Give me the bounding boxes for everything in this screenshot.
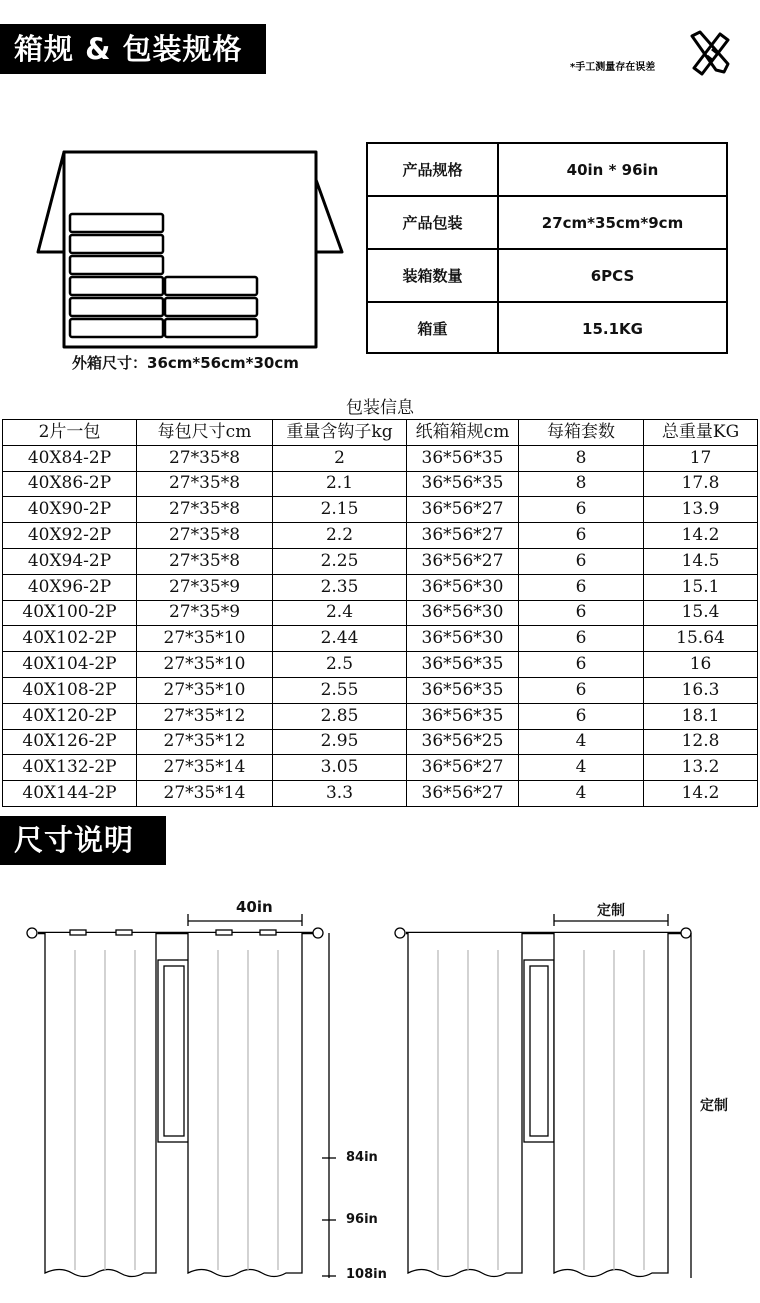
table-cell: 36*56*27 bbox=[407, 755, 519, 781]
table-cell: 40X108-2P bbox=[3, 677, 137, 703]
custom-height-label: 定制 bbox=[700, 1098, 728, 1114]
table-cell: 27*35*12 bbox=[137, 703, 273, 729]
table-cell: 2.2 bbox=[273, 523, 407, 549]
table-cell: 36*56*35 bbox=[407, 677, 519, 703]
table-cell: 40X84-2P bbox=[3, 445, 137, 471]
table-cell: 40X92-2P bbox=[3, 523, 137, 549]
spec-value: 27cm*35cm*9cm bbox=[541, 213, 684, 232]
table-title-row bbox=[3, 397, 758, 420]
table-cell: 27*35*9 bbox=[137, 600, 273, 626]
table-row bbox=[3, 523, 758, 549]
table-cell: 27*35*8 bbox=[137, 445, 273, 471]
table-row bbox=[3, 781, 758, 807]
table-row bbox=[3, 626, 758, 652]
table-cell: 40X86-2P bbox=[3, 471, 137, 497]
custom-width-label: 定制 bbox=[597, 903, 625, 919]
column-header: 重量含钩子kg bbox=[273, 420, 407, 446]
packing-info-table bbox=[2, 397, 758, 807]
spec-label: 箱重 bbox=[368, 303, 499, 354]
table-header-row bbox=[3, 420, 758, 446]
spec-table bbox=[366, 142, 728, 354]
table-cell: 6 bbox=[519, 548, 644, 574]
table-cell: 2.1 bbox=[273, 471, 407, 497]
spec-row bbox=[368, 144, 726, 197]
curtain-diagram-custom bbox=[388, 890, 718, 1290]
table-cell: 15.1 bbox=[644, 574, 758, 600]
table-cell: 16.3 bbox=[644, 677, 758, 703]
height-label-108: 108in bbox=[346, 1267, 387, 1282]
table-cell: 3.3 bbox=[273, 781, 407, 807]
table-title: 包装信息 bbox=[3, 397, 758, 420]
table-cell: 16 bbox=[644, 652, 758, 678]
table-cell: 36*56*30 bbox=[407, 574, 519, 600]
table-cell: 2.35 bbox=[273, 574, 407, 600]
table-cell: 36*56*27 bbox=[407, 497, 519, 523]
table-cell: 36*56*25 bbox=[407, 729, 519, 755]
spec-row bbox=[368, 303, 726, 354]
curtain-diagram-standard bbox=[20, 890, 350, 1290]
table-cell: 6 bbox=[519, 677, 644, 703]
column-header: 每箱套数 bbox=[519, 420, 644, 446]
table-cell: 2.5 bbox=[273, 652, 407, 678]
table-cell: 27*35*10 bbox=[137, 626, 273, 652]
table-cell: 40X100-2P bbox=[3, 600, 137, 626]
table-row bbox=[3, 677, 758, 703]
table-cell: 2.55 bbox=[273, 677, 407, 703]
table-cell: 36*56*30 bbox=[407, 600, 519, 626]
table-cell: 2 bbox=[273, 445, 407, 471]
table-cell: 27*35*14 bbox=[137, 755, 273, 781]
height-label-84: 84in bbox=[346, 1150, 378, 1165]
spec-label: 产品规格 bbox=[368, 144, 499, 195]
table-row bbox=[3, 574, 758, 600]
table-cell: 6 bbox=[519, 497, 644, 523]
table-cell: 2.25 bbox=[273, 548, 407, 574]
table-row bbox=[3, 471, 758, 497]
table-row bbox=[3, 548, 758, 574]
table-cell: 27*35*10 bbox=[137, 677, 273, 703]
table-row bbox=[3, 755, 758, 781]
measurement-note: *手工测量存在误差 bbox=[570, 62, 656, 73]
table-row bbox=[3, 652, 758, 678]
table-body bbox=[3, 445, 758, 806]
table-cell: 40X96-2P bbox=[3, 574, 137, 600]
table-cell: 3.05 bbox=[273, 755, 407, 781]
table-cell: 40X104-2P bbox=[3, 652, 137, 678]
table-row bbox=[3, 445, 758, 471]
table-cell: 6 bbox=[519, 600, 644, 626]
table-cell: 2.95 bbox=[273, 729, 407, 755]
column-header: 2片一包 bbox=[3, 420, 137, 446]
table-cell: 40X90-2P bbox=[3, 497, 137, 523]
table-cell: 4 bbox=[519, 781, 644, 807]
table-cell: 36*56*35 bbox=[407, 703, 519, 729]
table-cell: 17.8 bbox=[644, 471, 758, 497]
table-cell: 4 bbox=[519, 755, 644, 781]
section-title: 箱规 & 包装规格 bbox=[14, 31, 243, 66]
section-title: 尺寸说明 bbox=[14, 823, 135, 857]
table-cell: 4 bbox=[519, 729, 644, 755]
table-cell: 36*56*27 bbox=[407, 523, 519, 549]
column-header: 总重量KG bbox=[644, 420, 758, 446]
table-cell: 17 bbox=[644, 445, 758, 471]
table-cell: 36*56*27 bbox=[407, 781, 519, 807]
table-cell: 27*35*9 bbox=[137, 574, 273, 600]
table-row bbox=[3, 703, 758, 729]
table-cell: 27*35*8 bbox=[137, 523, 273, 549]
section-header-box-spec bbox=[0, 24, 266, 74]
table-cell: 15.64 bbox=[644, 626, 758, 652]
table-cell: 6 bbox=[519, 523, 644, 549]
spec-row bbox=[368, 197, 726, 250]
table-cell: 8 bbox=[519, 445, 644, 471]
column-header: 纸箱箱规cm bbox=[407, 420, 519, 446]
spec-value: 15.1KG bbox=[582, 319, 643, 338]
table-cell: 13.2 bbox=[644, 755, 758, 781]
table-cell: 36*56*35 bbox=[407, 652, 519, 678]
table-cell: 40X144-2P bbox=[3, 781, 137, 807]
ruler-pencil-icon bbox=[686, 28, 734, 76]
table-cell: 2.4 bbox=[273, 600, 407, 626]
table-cell: 8 bbox=[519, 471, 644, 497]
spec-label: 产品包装 bbox=[368, 197, 499, 248]
table-cell: 2.85 bbox=[273, 703, 407, 729]
spec-label: 装箱数量 bbox=[368, 250, 499, 301]
table-cell: 36*56*35 bbox=[407, 445, 519, 471]
table-cell: 27*35*8 bbox=[137, 497, 273, 523]
table-cell: 27*35*10 bbox=[137, 652, 273, 678]
table-cell: 14.2 bbox=[644, 781, 758, 807]
table-row bbox=[3, 729, 758, 755]
table-cell: 27*35*8 bbox=[137, 471, 273, 497]
table-row bbox=[3, 600, 758, 626]
table-cell: 40X132-2P bbox=[3, 755, 137, 781]
spec-value: 6PCS bbox=[590, 266, 635, 285]
spec-value: 40in * 96in bbox=[566, 160, 659, 179]
spec-row bbox=[368, 250, 726, 303]
table-cell: 27*35*8 bbox=[137, 548, 273, 574]
table-cell: 14.2 bbox=[644, 523, 758, 549]
table-cell: 14.5 bbox=[644, 548, 758, 574]
carton-size-caption: 外箱尺寸：36cm*56cm*30cm bbox=[72, 354, 299, 372]
column-header: 每包尺寸cm bbox=[137, 420, 273, 446]
table-cell: 40X102-2P bbox=[3, 626, 137, 652]
table-cell: 40X120-2P bbox=[3, 703, 137, 729]
table-cell: 18.1 bbox=[644, 703, 758, 729]
table-cell: 6 bbox=[519, 652, 644, 678]
height-label-96: 96in bbox=[346, 1212, 378, 1227]
table-cell: 2.15 bbox=[273, 497, 407, 523]
table-cell: 36*56*30 bbox=[407, 626, 519, 652]
table-cell: 15.4 bbox=[644, 600, 758, 626]
table-cell: 13.9 bbox=[644, 497, 758, 523]
table-cell: 6 bbox=[519, 626, 644, 652]
table-cell: 6 bbox=[519, 703, 644, 729]
table-cell: 36*56*27 bbox=[407, 548, 519, 574]
table-cell: 12.8 bbox=[644, 729, 758, 755]
table-cell: 2.44 bbox=[273, 626, 407, 652]
table-cell: 27*35*14 bbox=[137, 781, 273, 807]
table-row bbox=[3, 497, 758, 523]
table-cell: 27*35*12 bbox=[137, 729, 273, 755]
table-cell: 40X94-2P bbox=[3, 548, 137, 574]
table-cell: 6 bbox=[519, 574, 644, 600]
table-cell: 40X126-2P bbox=[3, 729, 137, 755]
table-cell: 36*56*35 bbox=[407, 471, 519, 497]
section-header-size bbox=[0, 816, 166, 865]
width-label: 40in bbox=[236, 898, 273, 916]
carton-box-illustration bbox=[30, 146, 350, 356]
